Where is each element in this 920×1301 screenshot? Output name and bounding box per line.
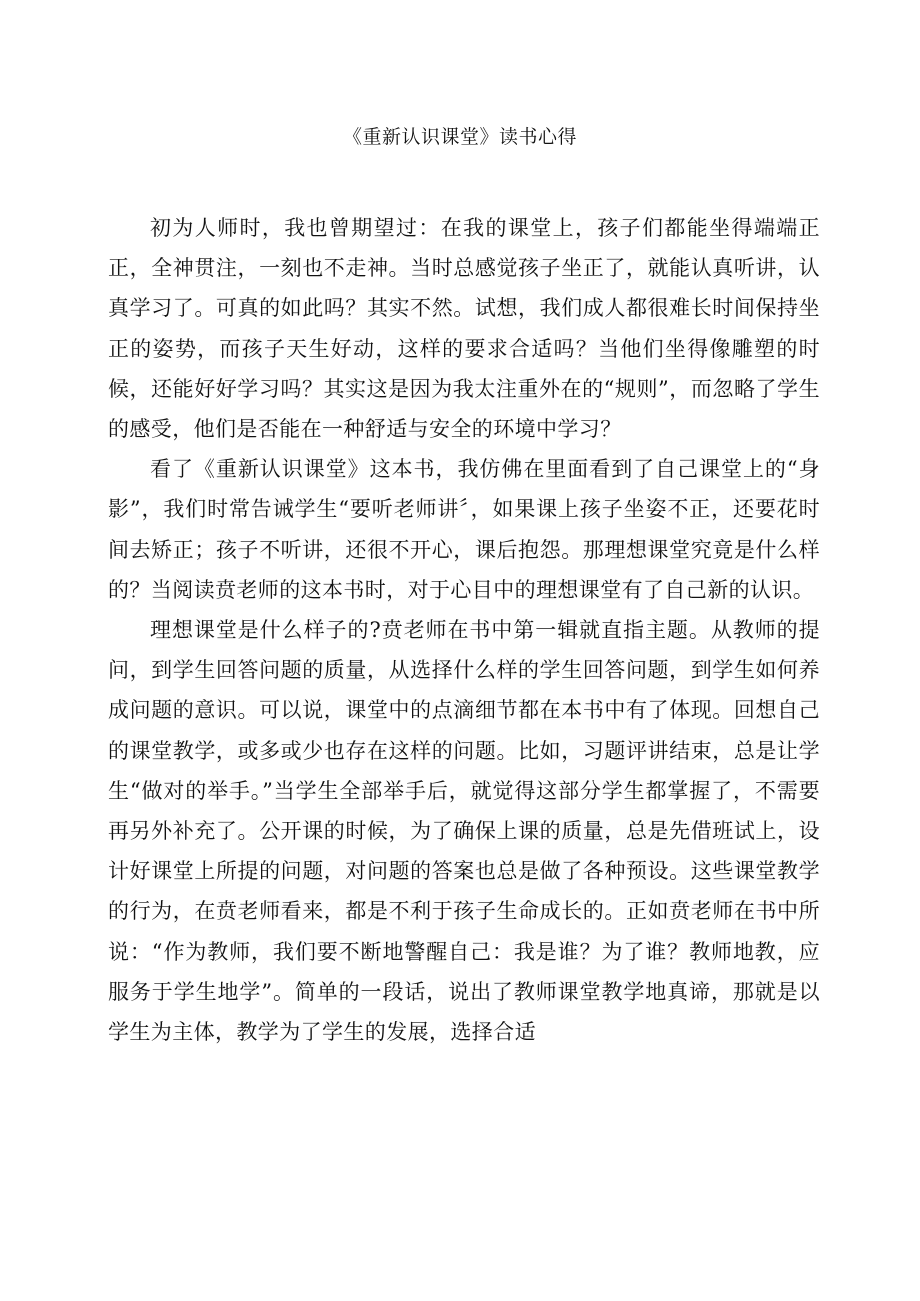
document-body <box>108 208 820 1052</box>
document-title: 《重新认识课堂》读书心得 <box>342 126 577 148</box>
paragraph: 初为人师时，我也曾期望过：在我的课堂上，孩子们都能坐得端端正正，全神贯注，一刻也不走神。当时总感觉孩子坐正了，就能认真听讲，认真学习了。可真的如此吗？其实不然。试想，我们成人都很难长时间保持坐正的姿势，而孩子天生好动，这样的要求合适吗？当他们坐得像雕塑的时候，还能好好学习吗？其实这是因为我太注重外在的“规则”，而忽略了学生的感受，他们是否能在一种舒适与安全的环境中学习？ <box>108 216 820 442</box>
paragraph: 理想课堂是什么样子的?贲老师在书中第一辑就直指主题。从教师的提问，到学生回答问题的质量，从选择什么样的学生回答问题，到学生如何养成问题的意识。可以说，课堂中的点滴细节都在本书中有了体现。回想自己的课堂教学，或多或少也存在这样的问题。比如，习题评讲结束，总是让学生“做对的举手。”当学生全部举手后，就觉得这部分学生都掌握了，不需要再另外补充了。公开课的时候，为了确保上课的质量，总是先借班试上，设计好课堂上所提的问题，对问题的答案也总是做了各种预设。这些课堂教学的行为，在贲老师看来，都是不利于孩子生命成长的。正如贲老师在书中所说：“作为教师，我们要不断地警醒自己：我是谁？为了谁？教师地教，应服务于学生地学”。简单的一段话，说出了教师课堂教学地真谛，那就是以学生为主体，教学为了学生的发展，选择合适 <box>108 618 820 1045</box>
paragraph: 看了《重新认识课堂》这本书，我仿佛在里面看到了自己课堂上的“身影”，我们时常告诫学生“要听老师讲〞，如果课上孩子坐姿不正，还要花时间去矫正；孩子不听讲，还很不开心，课后抱怨。那理想课堂究竟是什么样的？当阅读贲老师的这本书时，对于心目中的理想课堂有了自己新的认识。 <box>108 457 820 602</box>
